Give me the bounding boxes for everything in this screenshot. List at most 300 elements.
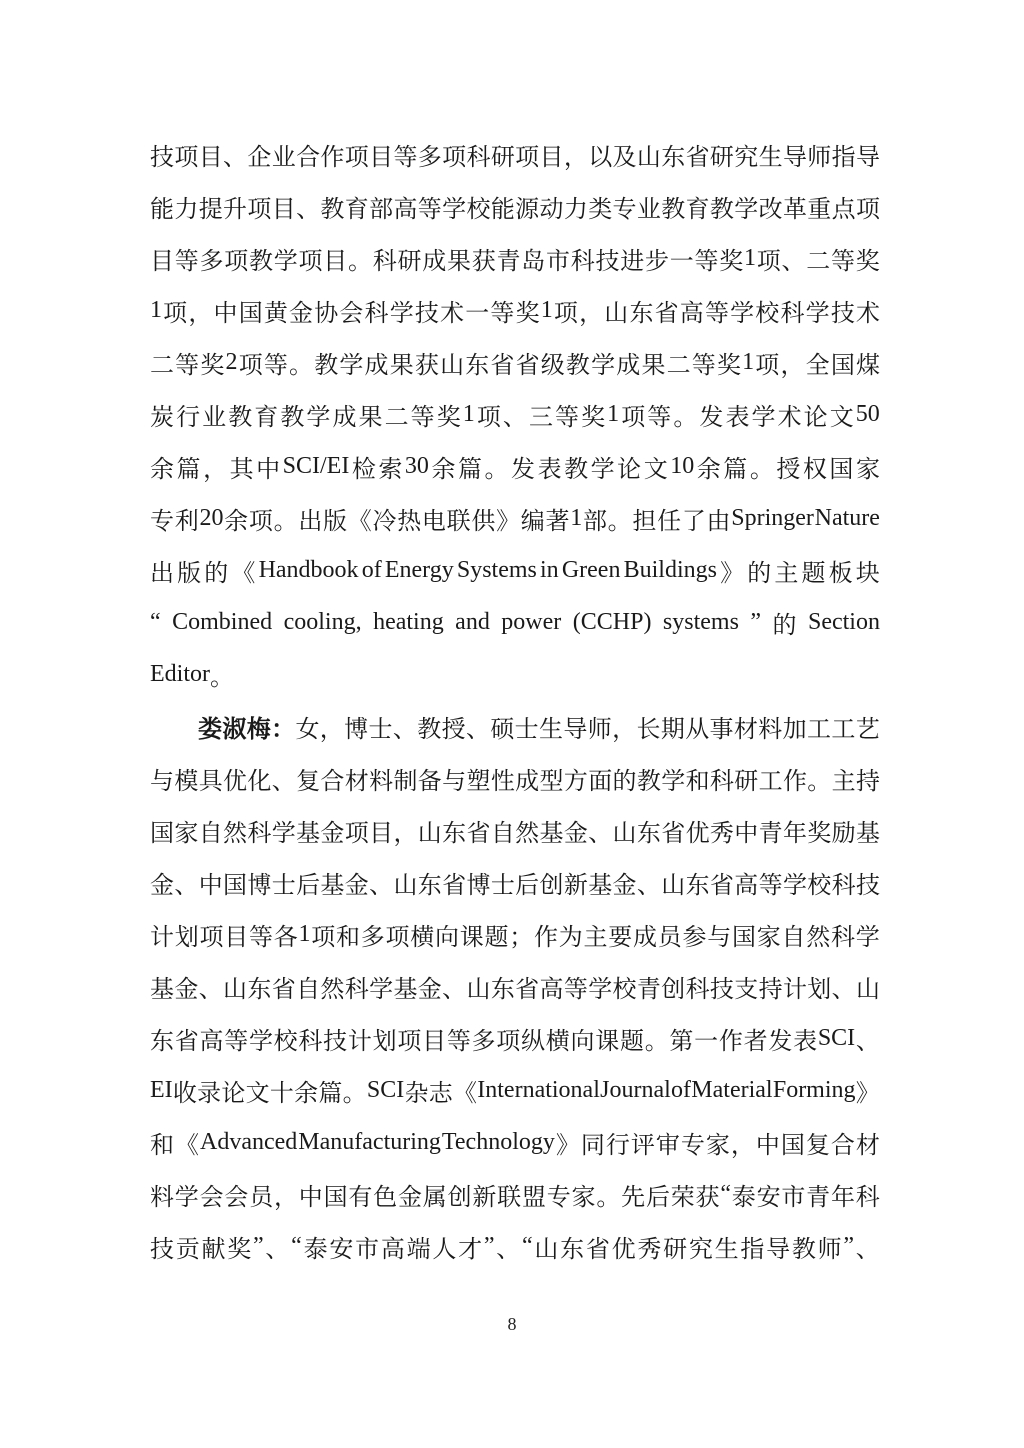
text-token: Material <box>691 1076 773 1103</box>
text-token: 改 <box>758 196 783 223</box>
text-token: 科 <box>364 300 389 327</box>
text-token: 省 <box>515 352 540 379</box>
text-token: 学 <box>248 1028 273 1055</box>
text-token: 二 <box>666 352 691 379</box>
text-token: 划 <box>372 1028 397 1055</box>
text-token: 划 <box>807 976 832 1003</box>
text-token: 块 <box>855 560 880 587</box>
text-token: Nature <box>814 504 880 531</box>
text-token: 第 <box>669 1028 694 1055</box>
text-line <box>150 440 880 492</box>
text-token: 主 <box>774 560 799 587</box>
text-token: 科 <box>247 820 272 847</box>
text-token: 教 <box>280 404 305 431</box>
text-token: EI <box>150 1076 173 1103</box>
text-token: 动 <box>539 196 564 223</box>
text-token: 教 <box>565 352 590 379</box>
text-token: 、 <box>271 768 296 795</box>
text-token: 以 <box>588 144 613 171</box>
text-token: SCI <box>817 1024 856 1051</box>
text-token: 国 <box>732 924 756 951</box>
text-line <box>150 1116 880 1168</box>
text-token: in <box>540 556 559 583</box>
text-token: 科 <box>685 976 710 1003</box>
text-token: 工 <box>806 716 831 743</box>
text-token: 端 <box>406 1236 431 1263</box>
text-token: 山 <box>855 976 880 1003</box>
text-token: 项 <box>621 404 646 431</box>
text-token: 目 <box>323 248 348 275</box>
text-token: 、 <box>369 872 394 899</box>
text-token: 制 <box>393 768 418 795</box>
text-token: 东 <box>442 820 467 847</box>
text-token: 目 <box>369 144 394 171</box>
text-token: 金 <box>344 872 369 899</box>
text-token: 家 <box>174 820 199 847</box>
text-token: 表 <box>725 404 750 431</box>
text-token: 二 <box>150 352 174 379</box>
text-token: ， <box>612 716 637 743</box>
text-token: 省 <box>271 976 296 1003</box>
text-token: 国 <box>150 820 174 847</box>
text-token: 黄 <box>263 300 288 327</box>
text-token: 然 <box>515 820 540 847</box>
text-token: 1 <box>744 244 756 271</box>
text-token: 计 <box>347 1028 372 1055</box>
text-token: 成 <box>422 248 447 275</box>
text-token: 文 <box>829 404 854 431</box>
text-token: 学 <box>174 1184 199 1211</box>
text-token: 步 <box>645 248 669 275</box>
text-token: 目 <box>224 924 249 951</box>
text-token: 题 <box>484 924 509 951</box>
text-token: 向 <box>570 1028 595 1055</box>
text-token: 等 <box>417 196 442 223</box>
text-token: 果 <box>389 352 414 379</box>
text-token: 革 <box>782 196 807 223</box>
text-token: 山 <box>534 1236 559 1263</box>
text-token: “ <box>150 608 161 635</box>
text-line <box>150 1064 880 1116</box>
text-token: 金 <box>397 1184 422 1211</box>
text-line <box>150 336 880 388</box>
text-token: 学 <box>339 352 364 379</box>
text-token: 二 <box>806 248 831 275</box>
text-token: Handbook <box>258 556 359 583</box>
text-token: 利 <box>174 508 199 535</box>
text-block <box>150 128 880 1272</box>
text-token: 》 <box>555 1132 580 1159</box>
text-token: 秀 <box>637 1236 662 1263</box>
text-token: 项 <box>311 924 336 951</box>
text-token: 、 <box>636 872 661 899</box>
text-token: 行 <box>176 404 201 431</box>
text-token: 国 <box>780 1132 805 1159</box>
text-token: 项 <box>344 144 369 171</box>
text-token: 奖 <box>719 248 744 275</box>
text-token: 员 <box>249 1184 274 1211</box>
text-token: ， <box>273 1184 298 1211</box>
text-token: 专 <box>612 196 637 223</box>
text-token: 市 <box>355 1236 380 1263</box>
text-token: 2 <box>225 348 238 375</box>
text-token: 术 <box>855 300 880 327</box>
text-token: 横 <box>545 1028 570 1055</box>
text-token: 金 <box>150 872 174 899</box>
text-token: 新 <box>472 1184 497 1211</box>
text-token: 奖 <box>227 1236 252 1263</box>
text-token: Combined <box>172 608 273 635</box>
text-token: 省 <box>585 1236 610 1263</box>
text-token: 的 <box>772 612 797 639</box>
text-token: 项 <box>248 508 273 535</box>
text-token: 塑 <box>466 768 491 795</box>
text-token: 目 <box>271 196 296 223</box>
text-token: 获 <box>414 352 439 379</box>
text-token: 岛 <box>521 248 546 275</box>
text-token: 、 <box>855 1236 880 1263</box>
text-token: 山 <box>393 872 418 899</box>
text-token: 由 <box>706 508 731 535</box>
text-token: Journal <box>600 1076 671 1103</box>
text-line <box>150 232 880 284</box>
text-token: 东 <box>417 872 442 899</box>
text-token: 索 <box>378 456 403 483</box>
text-token: 1 <box>298 920 311 947</box>
text-token: 技 <box>595 248 620 275</box>
text-token: 的 <box>612 768 637 795</box>
text-token: ， <box>730 1132 755 1159</box>
text-token: 、 <box>392 716 417 743</box>
text-line <box>150 1012 880 1064</box>
text-token: 青 <box>806 1184 831 1211</box>
text-token: 多 <box>471 1028 496 1055</box>
text-token: 科 <box>466 144 491 171</box>
text-token: 余 <box>150 456 174 483</box>
text-token: 山 <box>604 300 629 327</box>
text-token: 目 <box>539 144 564 171</box>
text-token: 复 <box>805 1132 830 1159</box>
text-token: 长 <box>636 716 661 743</box>
text-token: 山 <box>636 144 661 171</box>
text-token: 中 <box>213 300 238 327</box>
text-token: of <box>361 556 382 583</box>
text-token: 科 <box>344 976 369 1003</box>
text-token: 发 <box>699 404 724 431</box>
text-token: 教 <box>314 352 339 379</box>
text-token: 奖 <box>581 404 606 431</box>
text-token: 、 <box>265 1236 290 1263</box>
text-token: 学 <box>369 976 394 1003</box>
text-token: ” <box>483 1232 495 1259</box>
text-token: 业 <box>271 144 296 171</box>
text-token: 奖 <box>855 248 880 275</box>
text-token: 目 <box>422 1028 447 1055</box>
text-token: 担 <box>632 508 657 535</box>
text-token: 后 <box>515 872 540 899</box>
text-token: 余 <box>294 1080 319 1107</box>
text-line <box>150 752 880 804</box>
text-token: 教 <box>228 404 253 431</box>
text-token: 事 <box>709 716 734 743</box>
text-token: 要 <box>608 924 633 951</box>
text-token: Technology <box>441 1128 555 1155</box>
text-token: 》 <box>496 508 521 535</box>
text-token: 、 <box>198 976 223 1003</box>
text-token: 教 <box>564 456 589 483</box>
text-token: 安 <box>329 1236 354 1263</box>
text-token: 成 <box>515 768 540 795</box>
text-token: 从 <box>685 716 710 743</box>
text-token: 高 <box>734 872 759 899</box>
text-token: 技 <box>150 1236 174 1263</box>
text-token: 。 <box>342 1080 367 1107</box>
text-token: 秀 <box>709 820 734 847</box>
text-token: 研 <box>663 1236 688 1263</box>
text-token: Green <box>561 556 621 583</box>
text-token: 余 <box>224 508 249 535</box>
text-token: 表 <box>793 1028 818 1055</box>
text-token: 等 <box>694 248 719 275</box>
text-token: 进 <box>620 248 645 275</box>
text-token: 金 <box>174 976 199 1003</box>
text-token: 重 <box>807 196 832 223</box>
text-token: 等 <box>758 872 783 899</box>
text-token: 余 <box>431 456 456 483</box>
text-token: 。 <box>289 352 314 379</box>
text-token: 的 <box>204 560 229 587</box>
text-token: 基 <box>539 820 564 847</box>
text-token: 省 <box>709 872 734 899</box>
text-token: 等 <box>555 404 579 431</box>
text-token: 青 <box>496 248 521 275</box>
text-token: 期 <box>660 716 685 743</box>
text-token: 术 <box>440 300 465 327</box>
text-token: 源 <box>515 196 540 223</box>
text-token: 审 <box>655 1132 680 1159</box>
text-token: 备 <box>417 768 442 795</box>
text-token: ， <box>203 456 228 483</box>
text-token: 目 <box>369 820 394 847</box>
text-token: 任 <box>657 508 682 535</box>
text-token: 金 <box>563 820 588 847</box>
text-token: 主 <box>831 768 856 795</box>
text-token: 、 <box>174 872 199 899</box>
text-token: ， <box>188 300 213 327</box>
text-token: 家 <box>705 1132 730 1159</box>
text-token: 复 <box>296 768 321 795</box>
text-token: 生 <box>758 144 783 171</box>
text-token: 省 <box>661 820 686 847</box>
text-token: 省 <box>654 300 679 327</box>
text-token: 家 <box>756 924 781 951</box>
text-token: 与 <box>150 768 174 795</box>
text-token: 技 <box>323 1028 348 1055</box>
text-token: 了 <box>681 508 706 535</box>
text-token: 作 <box>320 144 345 171</box>
text-token: 优 <box>685 820 710 847</box>
text-token: 协 <box>314 300 339 327</box>
text-line <box>150 648 880 700</box>
text-line <box>150 128 880 180</box>
text-token: 学 <box>751 404 776 431</box>
text-token: SCI <box>366 1076 405 1103</box>
text-token: 合 <box>830 1132 855 1159</box>
text-token: 1 <box>150 296 162 323</box>
text-token: cooling, <box>283 608 362 635</box>
text-token: 导 <box>563 716 588 743</box>
text-token: 导 <box>766 1236 791 1263</box>
text-token: 师 <box>807 144 832 171</box>
text-token: 省 <box>174 1028 199 1055</box>
text-token: 技 <box>830 300 855 327</box>
text-token: 》 <box>855 1080 880 1107</box>
text-token: 级 <box>540 352 565 379</box>
text-token: 目 <box>198 144 223 171</box>
text-token: 究 <box>688 1236 713 1263</box>
text-token: 成 <box>616 352 641 379</box>
text-token: 金 <box>320 820 345 847</box>
text-token: 计 <box>782 976 807 1003</box>
paragraph-2 <box>150 700 880 1272</box>
text-token: 、 <box>223 144 248 171</box>
text-token: 优 <box>611 1236 636 1263</box>
text-token: 50 <box>855 400 880 427</box>
text-token: 科 <box>372 248 397 275</box>
text-token: 省 <box>685 144 710 171</box>
text-token: 师 <box>587 716 612 743</box>
text-token: 料 <box>150 1184 174 1211</box>
text-token: 项 <box>855 196 880 223</box>
text-token: 成 <box>364 352 389 379</box>
text-token: 艺 <box>855 716 880 743</box>
text-token: 果 <box>358 404 383 431</box>
text-token: 项 <box>238 352 263 379</box>
text-token: 合 <box>296 144 321 171</box>
text-token: 一 <box>465 300 490 327</box>
text-token: 和 <box>150 1132 174 1159</box>
text-token: 属 <box>422 1184 447 1211</box>
text-token: 科 <box>780 300 805 327</box>
text-token: 青 <box>758 820 783 847</box>
text-token: 。 <box>607 508 632 535</box>
text-token: 自 <box>781 924 806 951</box>
text-token: 、 <box>496 1236 521 1263</box>
text-token: Forming <box>772 1076 856 1103</box>
text-token: ； <box>509 924 534 951</box>
text-token: 十 <box>269 1080 294 1107</box>
text-token: 成 <box>633 924 657 951</box>
text-token: 类 <box>588 196 613 223</box>
text-token: “ <box>720 1180 731 1207</box>
text-token: 学 <box>306 404 331 431</box>
text-token: 奖 <box>515 300 540 327</box>
text-token: 。 <box>210 664 234 691</box>
text-token: 学 <box>442 196 467 223</box>
text-token: 具 <box>198 768 223 795</box>
text-token: 二 <box>384 404 409 431</box>
text-token: 。 <box>596 1184 621 1211</box>
text-token: 学 <box>782 872 807 899</box>
paragraph-1 <box>150 128 880 700</box>
text-token: 型 <box>539 768 564 795</box>
text-token: 冷 <box>372 508 397 535</box>
text-token: “ <box>521 1232 533 1259</box>
text-token: (CCHP) <box>572 608 652 635</box>
text-token: 省 <box>515 976 540 1003</box>
text-token: 三 <box>528 404 553 431</box>
text-token: 省 <box>442 872 467 899</box>
text-token: 基 <box>150 976 174 1003</box>
text-token: 奖 <box>200 352 225 379</box>
text-line <box>150 1220 880 1272</box>
text-token: 东 <box>560 1236 585 1263</box>
text-token: 篇 <box>176 456 201 483</box>
text-token: 志 <box>428 1080 453 1107</box>
text-token: 省 <box>466 820 491 847</box>
text-token: 》 <box>720 560 745 587</box>
text-token: 家 <box>855 456 880 483</box>
text-token: 加 <box>782 716 807 743</box>
text-token: 色 <box>373 1184 398 1211</box>
text-line <box>150 960 880 1012</box>
text-token: 项 <box>344 820 369 847</box>
text-token: 余 <box>696 456 721 483</box>
text-token: 版 <box>177 560 202 587</box>
text-token: 项 <box>755 352 780 379</box>
text-token: 东 <box>636 820 661 847</box>
text-token: 和 <box>685 768 710 795</box>
text-token: 全 <box>805 352 830 379</box>
text-token: 士 <box>271 872 296 899</box>
text-token: 。 <box>807 768 832 795</box>
text-token: Buildings <box>623 556 717 583</box>
text-token: heating <box>373 608 444 635</box>
text-token: 10 <box>670 452 695 479</box>
text-token: 论 <box>617 456 642 483</box>
text-token: 优 <box>223 768 248 795</box>
text-token: 国 <box>223 872 248 899</box>
text-token: 1 <box>607 400 620 427</box>
text-token: 员 <box>657 924 682 951</box>
text-token: 金 <box>289 300 314 327</box>
text-token: 学 <box>271 820 296 847</box>
text-token: 科 <box>831 872 856 899</box>
text-token: 杂 <box>404 1080 429 1107</box>
text-token: ， <box>319 716 344 743</box>
text-token: 板 <box>828 560 853 587</box>
text-line <box>150 700 880 752</box>
text-token: 、 <box>296 196 321 223</box>
text-token: 果 <box>641 352 666 379</box>
text-token: 奖 <box>807 820 832 847</box>
text-token: 等 <box>224 1028 249 1055</box>
text-token: 项 <box>515 144 540 171</box>
text-token: 安 <box>756 1184 781 1211</box>
text-token: 教 <box>791 1236 816 1263</box>
text-token: 划 <box>174 924 199 951</box>
text-token: 中 <box>298 1184 323 1211</box>
text-token: 高 <box>679 300 704 327</box>
text-token: 1 <box>462 400 475 427</box>
text-token: 、 <box>855 1028 880 1055</box>
text-token: 1 <box>540 296 553 323</box>
text-token: 作 <box>718 1028 743 1055</box>
text-token: 录 <box>197 1080 222 1107</box>
text-token: 能 <box>490 196 515 223</box>
text-token: 项 <box>247 196 272 223</box>
text-token: 中 <box>198 872 223 899</box>
